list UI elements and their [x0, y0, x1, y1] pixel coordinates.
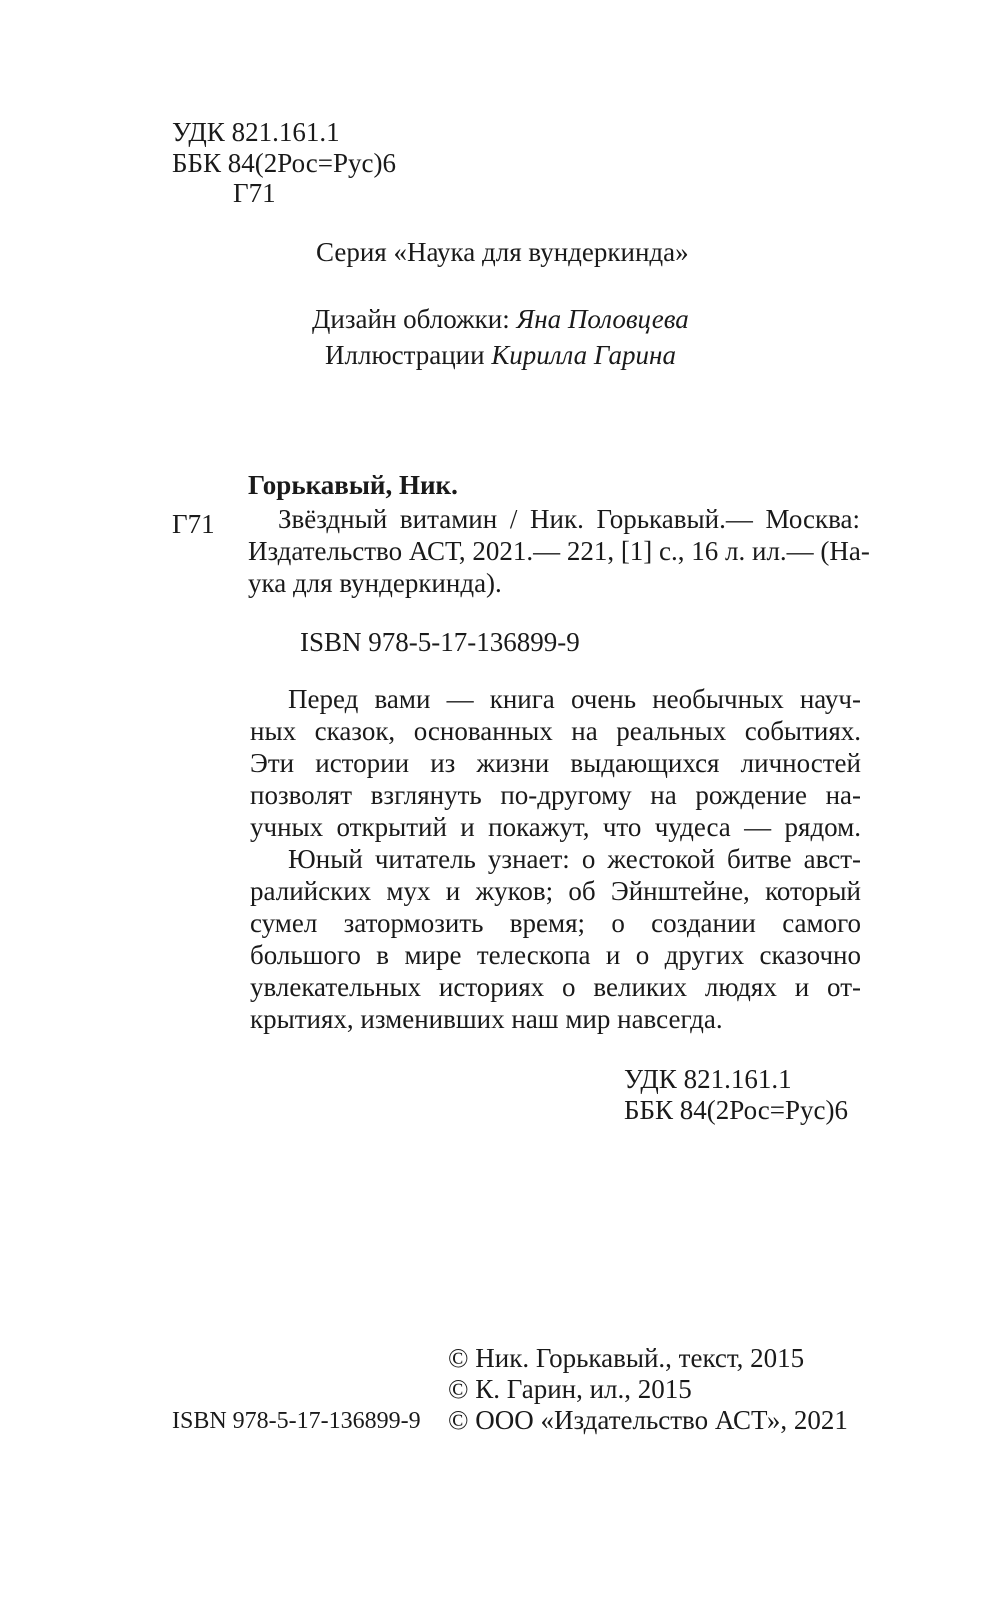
annotation-line: увлекательных историях о великих людях и от-	[250, 972, 861, 1002]
copyright-illustrations: © К. Гарин, ил., 2015	[448, 1374, 692, 1404]
cover-design-label: Дизайн обложки:	[312, 304, 517, 334]
catalog-description	[248, 503, 870, 599]
copyright-publisher: © ООО «Издательство АСТ», 2021	[448, 1405, 848, 1435]
catalog-line: Звёздный витамин / Ник. Горькавый.— Москва:	[278, 504, 860, 534]
annotation-line: ных сказок, основанных на реальных событиях.	[250, 716, 861, 746]
bbk-code-top: ББК 84(2Рос=Рус)6	[172, 148, 396, 178]
series-line: Серия «Наука для вундеркинда»	[316, 237, 689, 267]
annotation-line: крытиях, изменивших наш мир навсегда.	[250, 1004, 723, 1034]
annotation-line: учных открытий и покажут, что чудеса — рядом.	[250, 812, 861, 842]
annotation-line: Юный читатель узнает: о жестокой битве авст-	[288, 844, 861, 874]
cover-designer-name: Яна Половцева	[516, 304, 689, 334]
catalog-isbn: ISBN 978-5-17-136899-9	[300, 627, 580, 657]
catalog-line: ука для вундеркинда).	[248, 568, 502, 598]
annotation-line: ралийских мух и жуков; об Эйнштейне, который	[250, 876, 861, 906]
annotation	[250, 683, 861, 1035]
catalog-mark: Г71	[172, 509, 215, 539]
catalog-line: Издательство АСТ, 2021.— 221, [1] с., 16 л. ил.— (На-	[248, 536, 870, 566]
annotation-line: позволят взглянуть по-другому на рождение на-	[250, 780, 861, 810]
copyright-text: © Ник. Горькавый., текст, 2015	[448, 1343, 805, 1373]
illustrations-credit	[325, 339, 676, 371]
cover-design-credit	[312, 303, 689, 335]
udk-code-bottom: УДК 821.161.1	[624, 1064, 792, 1094]
annotation-line: большого в мире телескопа и о других сказочно	[250, 940, 861, 970]
illustrations-label: Иллюстрации	[325, 340, 492, 370]
illustrator-name: Кирилла Гарина	[491, 340, 676, 370]
annotation-line: сумел затормозить время; о создании самого	[250, 908, 861, 938]
author-mark-top: Г71	[233, 178, 276, 208]
catalog-author: Горькавый, Ник.	[248, 470, 458, 500]
udk-code-top: УДК 821.161.1	[172, 117, 340, 147]
annotation-line: Эти истории из жизни выдающихся личностей	[250, 748, 861, 778]
bbk-code-bottom: ББК 84(2Рос=Рус)6	[624, 1095, 848, 1125]
annotation-line: Перед вами — книга очень необычных науч-	[288, 684, 861, 714]
footer-isbn: ISBN 978-5-17-136899-9	[172, 1408, 421, 1434]
